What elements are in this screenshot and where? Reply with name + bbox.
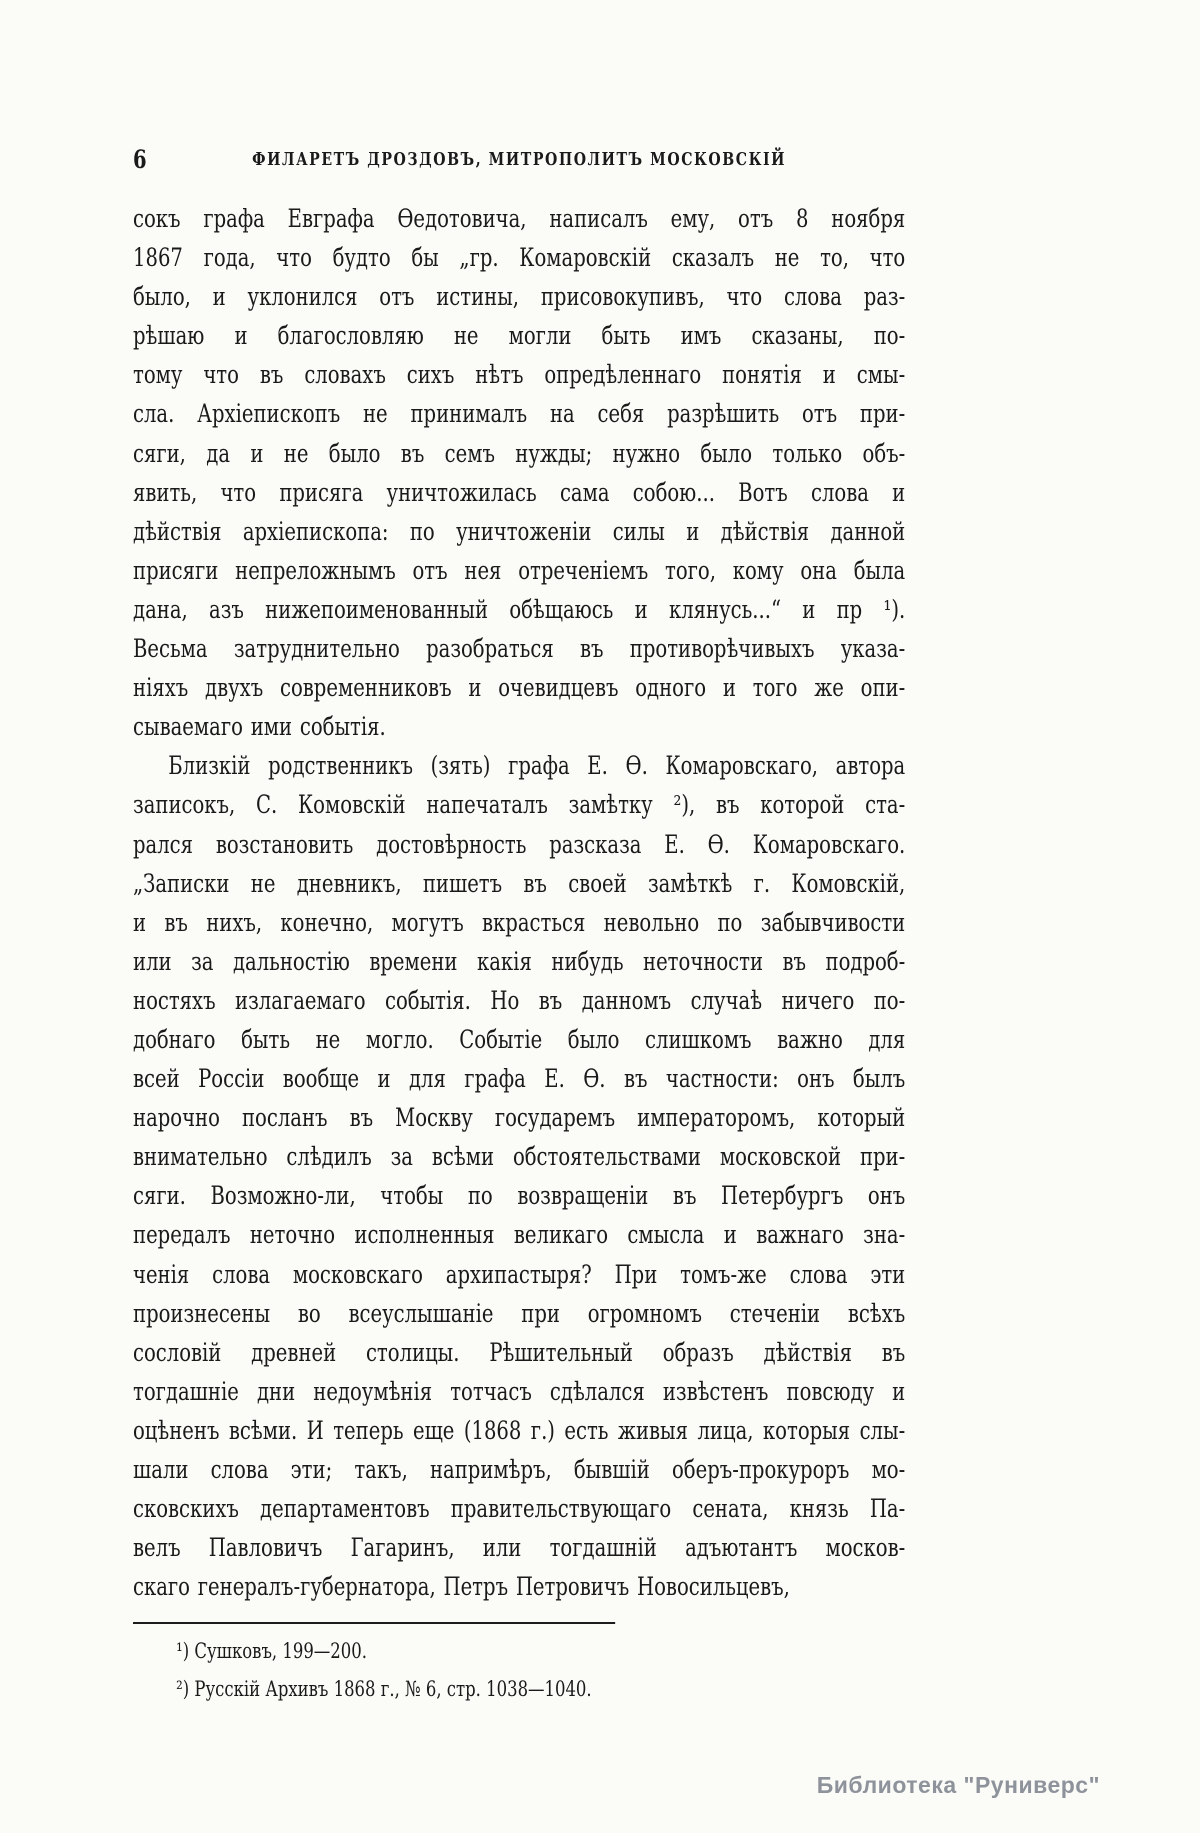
body-line: ніяхъ двухъ современниковъ и очевидцевъ одного и того же опи-	[133, 673, 906, 703]
body-line: 1867 года, что будто бы „гр. Комаровскій сказалъ не то, что	[133, 243, 906, 273]
body-line: сословій древней столицы. Рѣшительный образъ дѣйствія въ	[133, 1337, 906, 1367]
body-line: сковскихъ департаментовъ правительствующаго сената, князь Па-	[133, 1494, 906, 1524]
footnote-separator	[133, 1622, 615, 1624]
body-line: внимательно слѣдилъ за всѣми обстоятельствами московской при-	[133, 1142, 906, 1172]
body-line: ностяхъ излагаемаго событія. Но въ данномъ случаѣ ничего по-	[133, 985, 906, 1015]
body-line: Весьма затруднительно разобраться въ противорѣчивыхъ указа-	[133, 634, 906, 664]
body-line: сяги. Возможно-ли, чтобы по возвращеніи въ Петербургъ онъ	[133, 1181, 906, 1211]
body-line: велъ Павловичъ Гагаринъ, или тогдашній адъютантъ москов-	[133, 1533, 906, 1563]
library-watermark: Библиотека "Руниверс"	[816, 1772, 1100, 1798]
body-line: рался возстановить достовѣрность разсказа Е. Ѳ. Комаровскаго.	[133, 829, 906, 859]
body-line: и въ нихъ, конечно, могутъ вкрасться невольно по забывчивости	[133, 907, 906, 937]
body-line: сокъ графа Евграфа Ѳедотовича, написалъ ему, отъ 8 ноября	[133, 204, 906, 233]
body-line: сываемаго ими событія.	[133, 712, 386, 742]
page-header	[133, 143, 905, 177]
body-line: всей Россіи вообще и для графа Е. Ѳ. въ частности: онъ былъ	[133, 1064, 906, 1094]
text-column	[133, 143, 905, 1708]
body-line: шали слова эти; такъ, напримѣръ, бывшій оберъ-прокуроръ мо-	[133, 1455, 906, 1484]
body-line: сяги, да и не было въ семъ нужды; нужно было только объ-	[133, 438, 906, 468]
body-line: дана, азъ нижепоименованный обѣщаюсь и клянусь...“ и пр ¹).	[133, 594, 906, 624]
body-line: ченія слова московскаго архипастыря? При томъ-же слова эти	[133, 1259, 906, 1289]
body-lines	[133, 199, 905, 1606]
body-line: тогдашніе дни недоумѣнія тотчасъ сдѣлался извѣстенъ повсюду и	[133, 1376, 906, 1406]
body-line: рѣшаю и благословляю не могли быть имъ сказаны, по-	[133, 321, 906, 351]
body-line: присяги непреложнымъ отъ нея отреченіемъ того, кому она была	[133, 555, 906, 585]
body-line: передалъ неточно исполненныя великаго смысла и важнаго зна-	[133, 1220, 906, 1250]
body-line: произнесены во всеуслышаніе при огромномъ стеченіи всѣхъ	[133, 1298, 906, 1328]
body-line: записокъ, С. Комовскій напечаталъ замѣтку ²), въ которой ста-	[133, 790, 906, 820]
body-line: или за дальностію времени какія нибудь неточности въ подроб-	[133, 946, 906, 976]
body-line: тому что въ словахъ сихъ нѣтъ опредѣленнаго понятія и смы-	[133, 360, 906, 390]
body-line: было, и уклонился отъ истины, присовокупивъ, что слова раз-	[133, 282, 906, 312]
body-line: нарочно посланъ въ Москву государемъ императоромъ, который	[133, 1103, 906, 1133]
page-number: 6	[133, 145, 147, 174]
body-line: оцѣненъ всѣми. И теперь еще (1868 г.) есть живыя лица, которыя слы-	[133, 1415, 906, 1445]
footnotes-list	[133, 1632, 905, 1708]
body-line: добнаго быть не могло. Событіе было слишкомъ важно для	[133, 1024, 906, 1054]
footnote: ²) Русскій Архивъ 1868 г., № 6, стр. 1038—1040.	[176, 1677, 592, 1702]
footnote: ¹) Сушковъ, 199—200.	[176, 1639, 367, 1664]
body-line: „Записки не дневникъ, пишетъ въ своей замѣткѣ г. Комовскій,	[133, 868, 906, 898]
body-line: дѣйствія архіепископа: по уничтоженіи силы и дѣйствія данной	[133, 516, 906, 546]
body-line: сла. Архіепископъ не принималъ на себя разрѣшить отъ при-	[133, 399, 906, 429]
body-line: явить, что присяга уничтожилась сама собою... Вотъ слова и	[133, 477, 906, 507]
body-line: Близкій родственникъ (зять) графа Е. Ѳ. Комаровскаго, автора	[168, 751, 906, 781]
body-line: скаго генералъ-губернатора, Петръ Петровичъ Новосильцевъ,	[133, 1572, 790, 1602]
running-title: ФИЛАРЕТЪ ДРОЗДОВЪ, МИТРОПОЛИТЪ МОСКОВСКІЙ	[252, 149, 787, 170]
